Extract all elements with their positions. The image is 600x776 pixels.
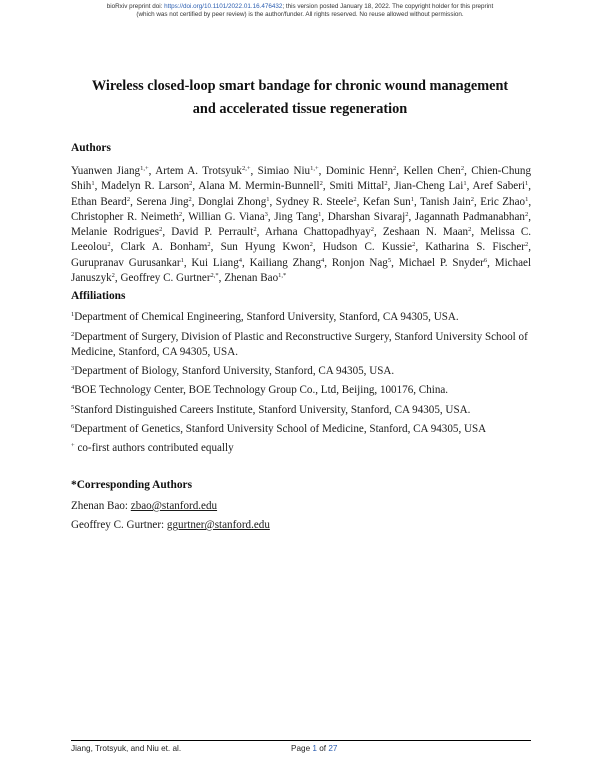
author-affiliation-mark: 2 xyxy=(525,241,529,249)
author-affiliation-mark: 2 xyxy=(384,180,388,188)
paper-title xyxy=(40,75,560,121)
author-entry xyxy=(224,272,286,284)
author-entry xyxy=(155,165,250,177)
author-affiliation-mark: 2 xyxy=(370,226,375,234)
author-name: Katharina S. Fischer xyxy=(425,241,525,254)
author-entry xyxy=(120,272,218,284)
author-affiliation-mark: 2 xyxy=(159,226,163,234)
author-name: Michael P. Snyder xyxy=(398,256,484,269)
author-name: Arhana Chattopadhyay xyxy=(264,226,371,239)
author-entry xyxy=(198,196,269,208)
author-affiliation-mark: 4 xyxy=(238,256,243,264)
author-affiliation-mark: 1,+ xyxy=(310,165,319,172)
author-entry xyxy=(383,226,471,238)
author-name: Hudson C. Kussie xyxy=(322,241,413,254)
author-name: Kellen Chen xyxy=(403,165,461,177)
author-entry xyxy=(191,257,242,269)
author-entry xyxy=(399,257,487,269)
author-entry xyxy=(71,226,162,238)
author-name: Dharshan Sivaraj xyxy=(327,210,406,223)
page-number: Page 1 of 27 xyxy=(291,744,338,753)
author-affiliation-mark: 1,* xyxy=(278,272,287,280)
author-name: Eric Zhao xyxy=(480,195,526,208)
author-name: Zeshaan N. Maan xyxy=(382,226,469,239)
author-entry xyxy=(136,196,191,208)
author-name: Smiti Mittal xyxy=(329,180,385,193)
author-affiliation-mark: 1 xyxy=(524,180,529,188)
author-name: Ronjon Nag xyxy=(331,256,388,269)
author-entry xyxy=(425,241,528,253)
author-entry xyxy=(265,226,374,238)
author-entry xyxy=(171,226,256,238)
author-affiliation-mark: 4 xyxy=(321,256,325,264)
paper-title-line1: Wireless closed-loop smart bandage for chronic wound management xyxy=(91,78,509,94)
author-entry xyxy=(71,196,130,208)
author-affiliation-mark: 2 xyxy=(253,226,257,234)
author-affiliation-mark: 2 xyxy=(470,195,475,203)
author-entry xyxy=(250,257,325,269)
author-entry xyxy=(403,165,464,177)
affiliation-item: $^1$Department of Chemical Engineering, Stanford University, Stanford, CA 94305, USA. xyxy=(71,311,459,323)
author-name: Kailiang Zhang xyxy=(249,256,321,269)
author-affiliation-mark: 1 xyxy=(266,195,270,203)
author-name: Melanie Rodrigues xyxy=(71,226,160,239)
preprint-notice-line1: bioRxiv preprint doi: https://doi.org/10.1101/2022.01.16.476432; this version posted January 18, 2022. The copyright holder for this preprint xyxy=(106,3,494,10)
author-name: Jing Tang xyxy=(274,210,319,223)
email-link[interactable]: zbao@stanford.edu xyxy=(130,500,218,512)
author-affiliation-mark: 2,* xyxy=(210,272,219,280)
contact-gurtner: Geoffrey C. Gurtner: ggurtner@stanford.edu xyxy=(71,519,270,531)
author-name: Zhenan Bao xyxy=(224,272,279,285)
affiliation-item: $^6$Department of Genetics, Stanford University School of Medicine, Stanford, CA 94305, USA xyxy=(71,423,487,435)
footer-divider xyxy=(71,740,531,741)
author-entry xyxy=(188,211,268,223)
author-affiliation-mark: 2 xyxy=(207,241,211,249)
author-affiliation-mark: 2 xyxy=(178,210,183,218)
author-affiliation-mark: 1 xyxy=(463,180,467,188)
author-entry xyxy=(121,241,211,253)
author-affiliation-mark: 2 xyxy=(188,195,192,203)
author-entry xyxy=(329,180,387,192)
author-name: Geoffrey C. Gurtner xyxy=(120,272,211,285)
author-affiliation-mark: 2 xyxy=(405,210,409,218)
author-name: Melissa C. Leeolou xyxy=(71,226,531,254)
author-name: Yuanwen Jiang xyxy=(71,165,141,177)
author-entry xyxy=(363,196,414,208)
author-name: Artem A. Trotsyuk xyxy=(155,165,242,177)
affiliation-item: $^2$Department of Surgery, Division of Plastic and Reconstructive Surgery, Stanford University School of Medicine, Stanford, CA 94305, USA. xyxy=(71,331,528,358)
author-affiliation-mark: 1,+ xyxy=(140,165,149,172)
author-entry xyxy=(415,211,528,223)
author-affiliation-mark: 2 xyxy=(393,165,397,172)
author-affiliation-mark: 1 xyxy=(91,180,95,188)
running-authors: Jiang, Trotsyuk, and Niu et. al. xyxy=(71,744,182,753)
affiliations-heading: Affiliations xyxy=(71,290,126,302)
author-entry xyxy=(258,165,319,177)
author-affiliation-mark: 2 xyxy=(319,180,323,188)
author-affiliation-mark: 2 xyxy=(309,241,313,249)
author-entry xyxy=(394,180,466,192)
author-name: Tanish Jain xyxy=(420,195,471,208)
author-affiliation-mark: 2 xyxy=(468,226,472,234)
author-entry xyxy=(480,196,528,208)
author-affiliation-mark: 5 xyxy=(387,256,392,264)
author-name: Clark A. Bonham xyxy=(120,241,208,254)
affiliation-item: $^5$Stanford Distinguished Careers Institute, Stanford University, Stanford, CA 94305, USA. xyxy=(71,404,471,416)
author-name: Kui Liang xyxy=(191,256,239,269)
author-name: Dominic Henn xyxy=(325,165,394,177)
author-name: Serena Jing xyxy=(136,195,189,208)
author-affiliation-mark: 2 xyxy=(126,195,131,203)
preprint-notice-line2: (which was not certified by peer review) is the author/funder. All rights reserved. No reuse allowed without permission. xyxy=(136,11,464,18)
author-entry xyxy=(71,211,182,223)
author-affiliation-mark: 2,+ xyxy=(241,165,251,172)
author-entry xyxy=(101,180,192,192)
affiliation-item: + co-first authors contributed equally xyxy=(71,442,234,454)
affiliation-item: $^3$Department of Biology, Stanford University, Stanford, CA 94305, USA. xyxy=(71,365,395,377)
preprint-notice xyxy=(0,3,600,19)
author-name: Kefan Sun xyxy=(362,195,411,208)
author-affiliation-mark: 6 xyxy=(483,256,488,264)
author-list: Yuanwen Jiang$^{1,+}$, Artem A. Trotsyuk$^{2,+}$, Simiao Niu$^{1,+}$, Dominic Henn$^2$, Kellen Chen$^2$, Chien-Chung Shih$^1$, Madelyn R. Larson$^2$, Alana M. Mermin-Bunnell$^2$, Smiti Mittal$^2$, Jian-Cheng Lai$^1$, Aref Saberi$^1$, Ethan Beard$^2$, Serena Jing$^2$, Donglai Zhong$^1$, Sydney R. Steele$^2$, Kefan Sun$^1$, Tanish Jain$^2$, Eric Zhao$^1$, Christopher R. Neimeth$^2$, Willian G. Viana$^3$, Jing Tang$^1$, Dharshan Sivaraj$^2$, Jagannath Padmanabhan$^2$, Melanie Rodrigues$^2$, David P. Perrault$^2$, Arhana Chattopadhyay$^2$, Zeshaan N. Maan$^2$, Melissa C. Leeolou$^2$, Clark A. Bonham$^2$, Sun Hyung Kwon$^2$, Hudson C. Kussie$^2$, Katharina S. Fischer$^2$, Gurupranav Gurusankar$^1$, Kui Liang$^4$, Kailiang Zhang$^4$, Ronjon Nag$^5$, Michael P. Snyder$^6$, Michael Januszyk$^2$, Geoffrey C. Gurtner$^{2,*}$, Zhenan Bao$^{1,*}$ xyxy=(71,165,532,285)
author-name: Gurupranav Gurusankar xyxy=(71,256,181,269)
corresponding-heading: *Corresponding Authors xyxy=(71,479,192,491)
author-entry xyxy=(326,165,396,177)
author-affiliation-mark: 1 xyxy=(410,195,414,203)
author-entry xyxy=(328,211,409,223)
author-name: Chien-Chung Shih xyxy=(71,165,532,193)
author-affiliation-mark: 2 xyxy=(353,195,357,203)
author-name: Sun Hyung Kwon xyxy=(220,241,310,254)
author-entry xyxy=(198,180,323,192)
author-entry xyxy=(221,241,313,253)
author-name: Michael Januszyk xyxy=(71,256,532,285)
author-entry xyxy=(420,196,474,208)
author-name: Alana M. Mermin-Bunnell xyxy=(198,180,320,193)
author-name: David P. Perrault xyxy=(171,226,254,239)
author-affiliation-mark: 3 xyxy=(264,210,268,218)
author-name: Willian G. Viana xyxy=(188,210,265,223)
author-name: Aref Saberi xyxy=(472,180,525,193)
author-affiliation-mark: 2 xyxy=(524,210,529,218)
author-entry xyxy=(332,257,391,269)
author-affiliation-mark: 2 xyxy=(189,180,193,188)
contact-bao: Zhenan Bao: zbao@stanford.edu xyxy=(71,500,218,512)
author-name: Simiao Niu xyxy=(257,165,311,177)
author-name: Sydney R. Steele xyxy=(275,195,354,208)
author-entry xyxy=(274,211,321,223)
author-affiliation-mark: 1 xyxy=(318,210,322,218)
author-name: Donglai Zhong xyxy=(198,195,267,208)
author-entry xyxy=(323,241,416,253)
author-affiliation-mark: 2 xyxy=(107,241,111,249)
author-name: Jagannath Padmanabhan xyxy=(414,210,525,223)
author-entry xyxy=(71,165,149,177)
author-affiliation-mark: 1 xyxy=(525,195,529,203)
author-entry xyxy=(276,196,357,208)
author-entry xyxy=(71,257,184,269)
email-link[interactable]: ggurtner@stanford.edu xyxy=(166,519,270,531)
doi-link[interactable]: https://doi.org/10.1101/2022.01.16.476432 xyxy=(164,3,283,10)
affiliation-item: $^4$BOE Technology Center, BOE Technology Group Co., Ltd, Beijing, 100176, China. xyxy=(71,384,449,396)
author-affiliation-mark: 1 xyxy=(180,256,184,264)
author-affiliation-mark: 2 xyxy=(460,165,465,172)
author-name: Ethan Beard xyxy=(71,195,127,208)
author-name: Madelyn R. Larson xyxy=(101,180,190,193)
author-name: Jian-Cheng Lai xyxy=(394,180,464,193)
paper-title-line2: and accelerated tissue regeneration xyxy=(192,101,408,117)
author-entry xyxy=(473,180,529,192)
author-name: Christopher R. Neimeth xyxy=(71,210,179,223)
author-affiliation-mark: 2 xyxy=(111,272,115,280)
author-affiliation-mark: 2 xyxy=(412,241,416,249)
authors-heading: Authors xyxy=(71,142,111,154)
